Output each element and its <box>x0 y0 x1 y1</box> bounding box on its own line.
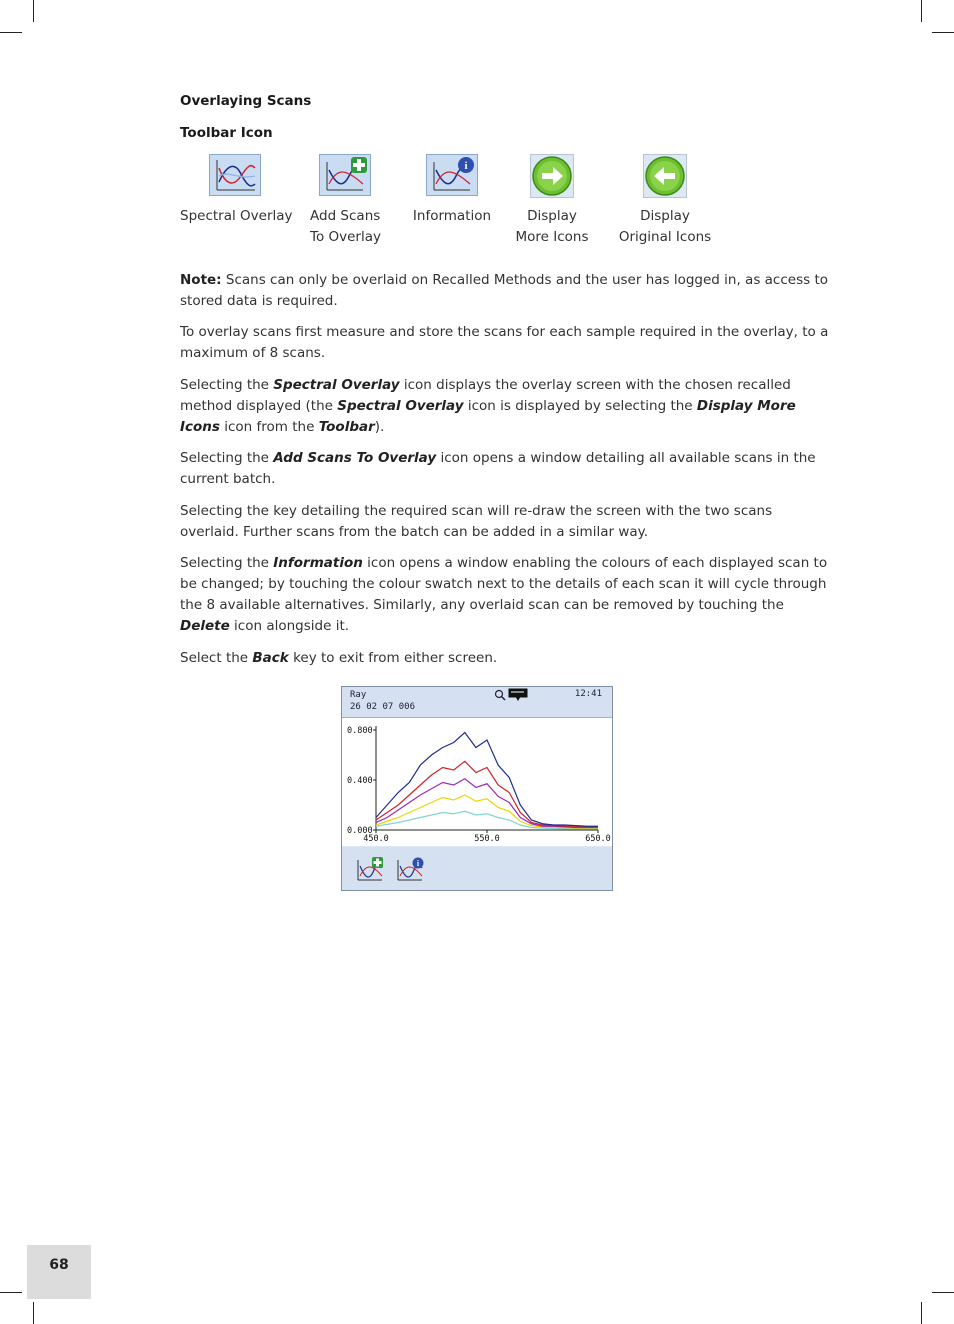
tool-label: To Overlay <box>310 229 381 245</box>
message-icon <box>508 688 528 702</box>
tool-label: Spectral Overlay <box>180 208 293 224</box>
tool-label: Display <box>640 208 690 224</box>
text: icon is displayed by selecting the <box>463 398 697 414</box>
screen-header <box>342 687 612 718</box>
clock: 12:41 <box>574 689 602 699</box>
y-tick-label: 0.400 <box>347 776 373 786</box>
crop-mark <box>932 1292 954 1293</box>
text: icon opens a window enabling the colours of each displayed scan to be changed; by touching the colour swatch next to the details of each scan it will cycle through the 8 available alternatives. Similarly, any overlaid scan can be removed by touching the <box>180 555 828 613</box>
instrument-screen <box>341 686 613 891</box>
term-display-more-icons: Display More Icons <box>180 398 796 435</box>
section-title: Overlaying Scans <box>180 93 312 109</box>
term-add-scans: Add Scans To Overlay <box>273 450 437 466</box>
text: icon opens a window detailing all available scans in the current batch. <box>180 450 816 487</box>
x-tick-label: 550.0 <box>474 834 500 844</box>
text: Selecting the <box>180 450 274 466</box>
note-paragraph <box>180 270 835 312</box>
tool-display-original-icons[interactable] <box>618 154 712 248</box>
text: icon displays the overlay screen with the chosen recalled method displayed (the <box>180 377 791 414</box>
term-spectral-overlay: Spectral Overlay <box>273 377 400 393</box>
tool-label: Add Scans <box>310 208 381 224</box>
tool-label: Information <box>412 208 492 224</box>
crop-mark <box>0 1292 22 1293</box>
spectrum-chart <box>342 718 612 846</box>
tool-information[interactable] <box>412 154 492 227</box>
term-back: Back <box>252 650 289 666</box>
add-scans-icon <box>319 154 371 196</box>
arrow-right-icon <box>530 154 574 198</box>
crop-mark <box>921 0 922 22</box>
tool-label: More Icons <box>515 229 589 245</box>
crop-mark <box>33 0 34 22</box>
term-information: Information <box>273 555 363 571</box>
tool-label: Original Icons <box>618 229 712 245</box>
tool-display-more-icons[interactable] <box>514 154 590 248</box>
paragraph-information <box>180 553 835 637</box>
spectral-overlay-icon <box>209 154 261 196</box>
information-icon <box>426 154 478 196</box>
term-spectral-overlay: Spectral Overlay <box>337 398 464 414</box>
term-delete: Delete <box>180 618 230 634</box>
x-tick-label: 650.0 <box>585 834 611 844</box>
paragraph-key-detailing: Selecting the key detailing the required scan will re-draw the screen with the two scans overlaid. Further scans from the batch can be added in a similar way. <box>180 503 773 540</box>
svg-text:i: i <box>416 859 420 868</box>
paragraph-back <box>180 648 835 669</box>
add-scans-icon[interactable] <box>354 856 384 884</box>
svg-text:i: i <box>464 160 468 172</box>
text: Select the <box>180 650 253 666</box>
method-date: 26 02 07 006 <box>350 702 416 712</box>
arrow-left-icon <box>643 154 687 198</box>
y-tick-label: 0.800 <box>347 726 373 736</box>
paragraph-add-scans <box>180 448 835 490</box>
text: Selecting the <box>180 555 274 571</box>
x-tick-label: 450.0 <box>363 834 389 844</box>
toolbar-icons-row <box>180 154 740 254</box>
paragraph-overlay-intro: To overlay scans first measure and store the scans for each sample required in the overlay, to a maximum of 8 scans. <box>180 324 829 361</box>
subsection-title: Toolbar Icon <box>180 125 273 141</box>
text: icon alongside it. <box>229 618 350 634</box>
paragraph-spectral-overlay <box>180 375 835 438</box>
tool-spectral-overlay[interactable] <box>180 154 293 227</box>
screen-footer <box>342 847 612 890</box>
note-text: Scans can only be overlaid on Recalled Methods and the user has logged in, as access to stored data is required. <box>180 272 828 309</box>
information-icon[interactable] <box>394 856 424 884</box>
text: icon from the <box>219 419 319 435</box>
text: Selecting the <box>180 377 274 393</box>
crop-mark <box>932 32 954 33</box>
text: key to exit from either screen. <box>288 650 498 666</box>
crop-mark <box>0 32 22 33</box>
text: ). <box>374 419 385 435</box>
tool-add-scans[interactable] <box>310 154 380 248</box>
spectrum-chart-area <box>342 718 612 846</box>
magnifier-icon <box>494 689 506 701</box>
crop-mark <box>33 1302 34 1324</box>
page-number: 68 <box>27 1245 91 1299</box>
term-toolbar: Toolbar <box>318 419 375 435</box>
note-label: Note: <box>180 272 222 288</box>
method-name: Ray <box>350 690 367 700</box>
crop-mark <box>921 1302 922 1324</box>
y-tick-label: 0.000 <box>347 826 373 836</box>
tool-label: Display <box>527 208 577 224</box>
series-line <box>376 761 598 827</box>
series-line <box>376 795 598 828</box>
